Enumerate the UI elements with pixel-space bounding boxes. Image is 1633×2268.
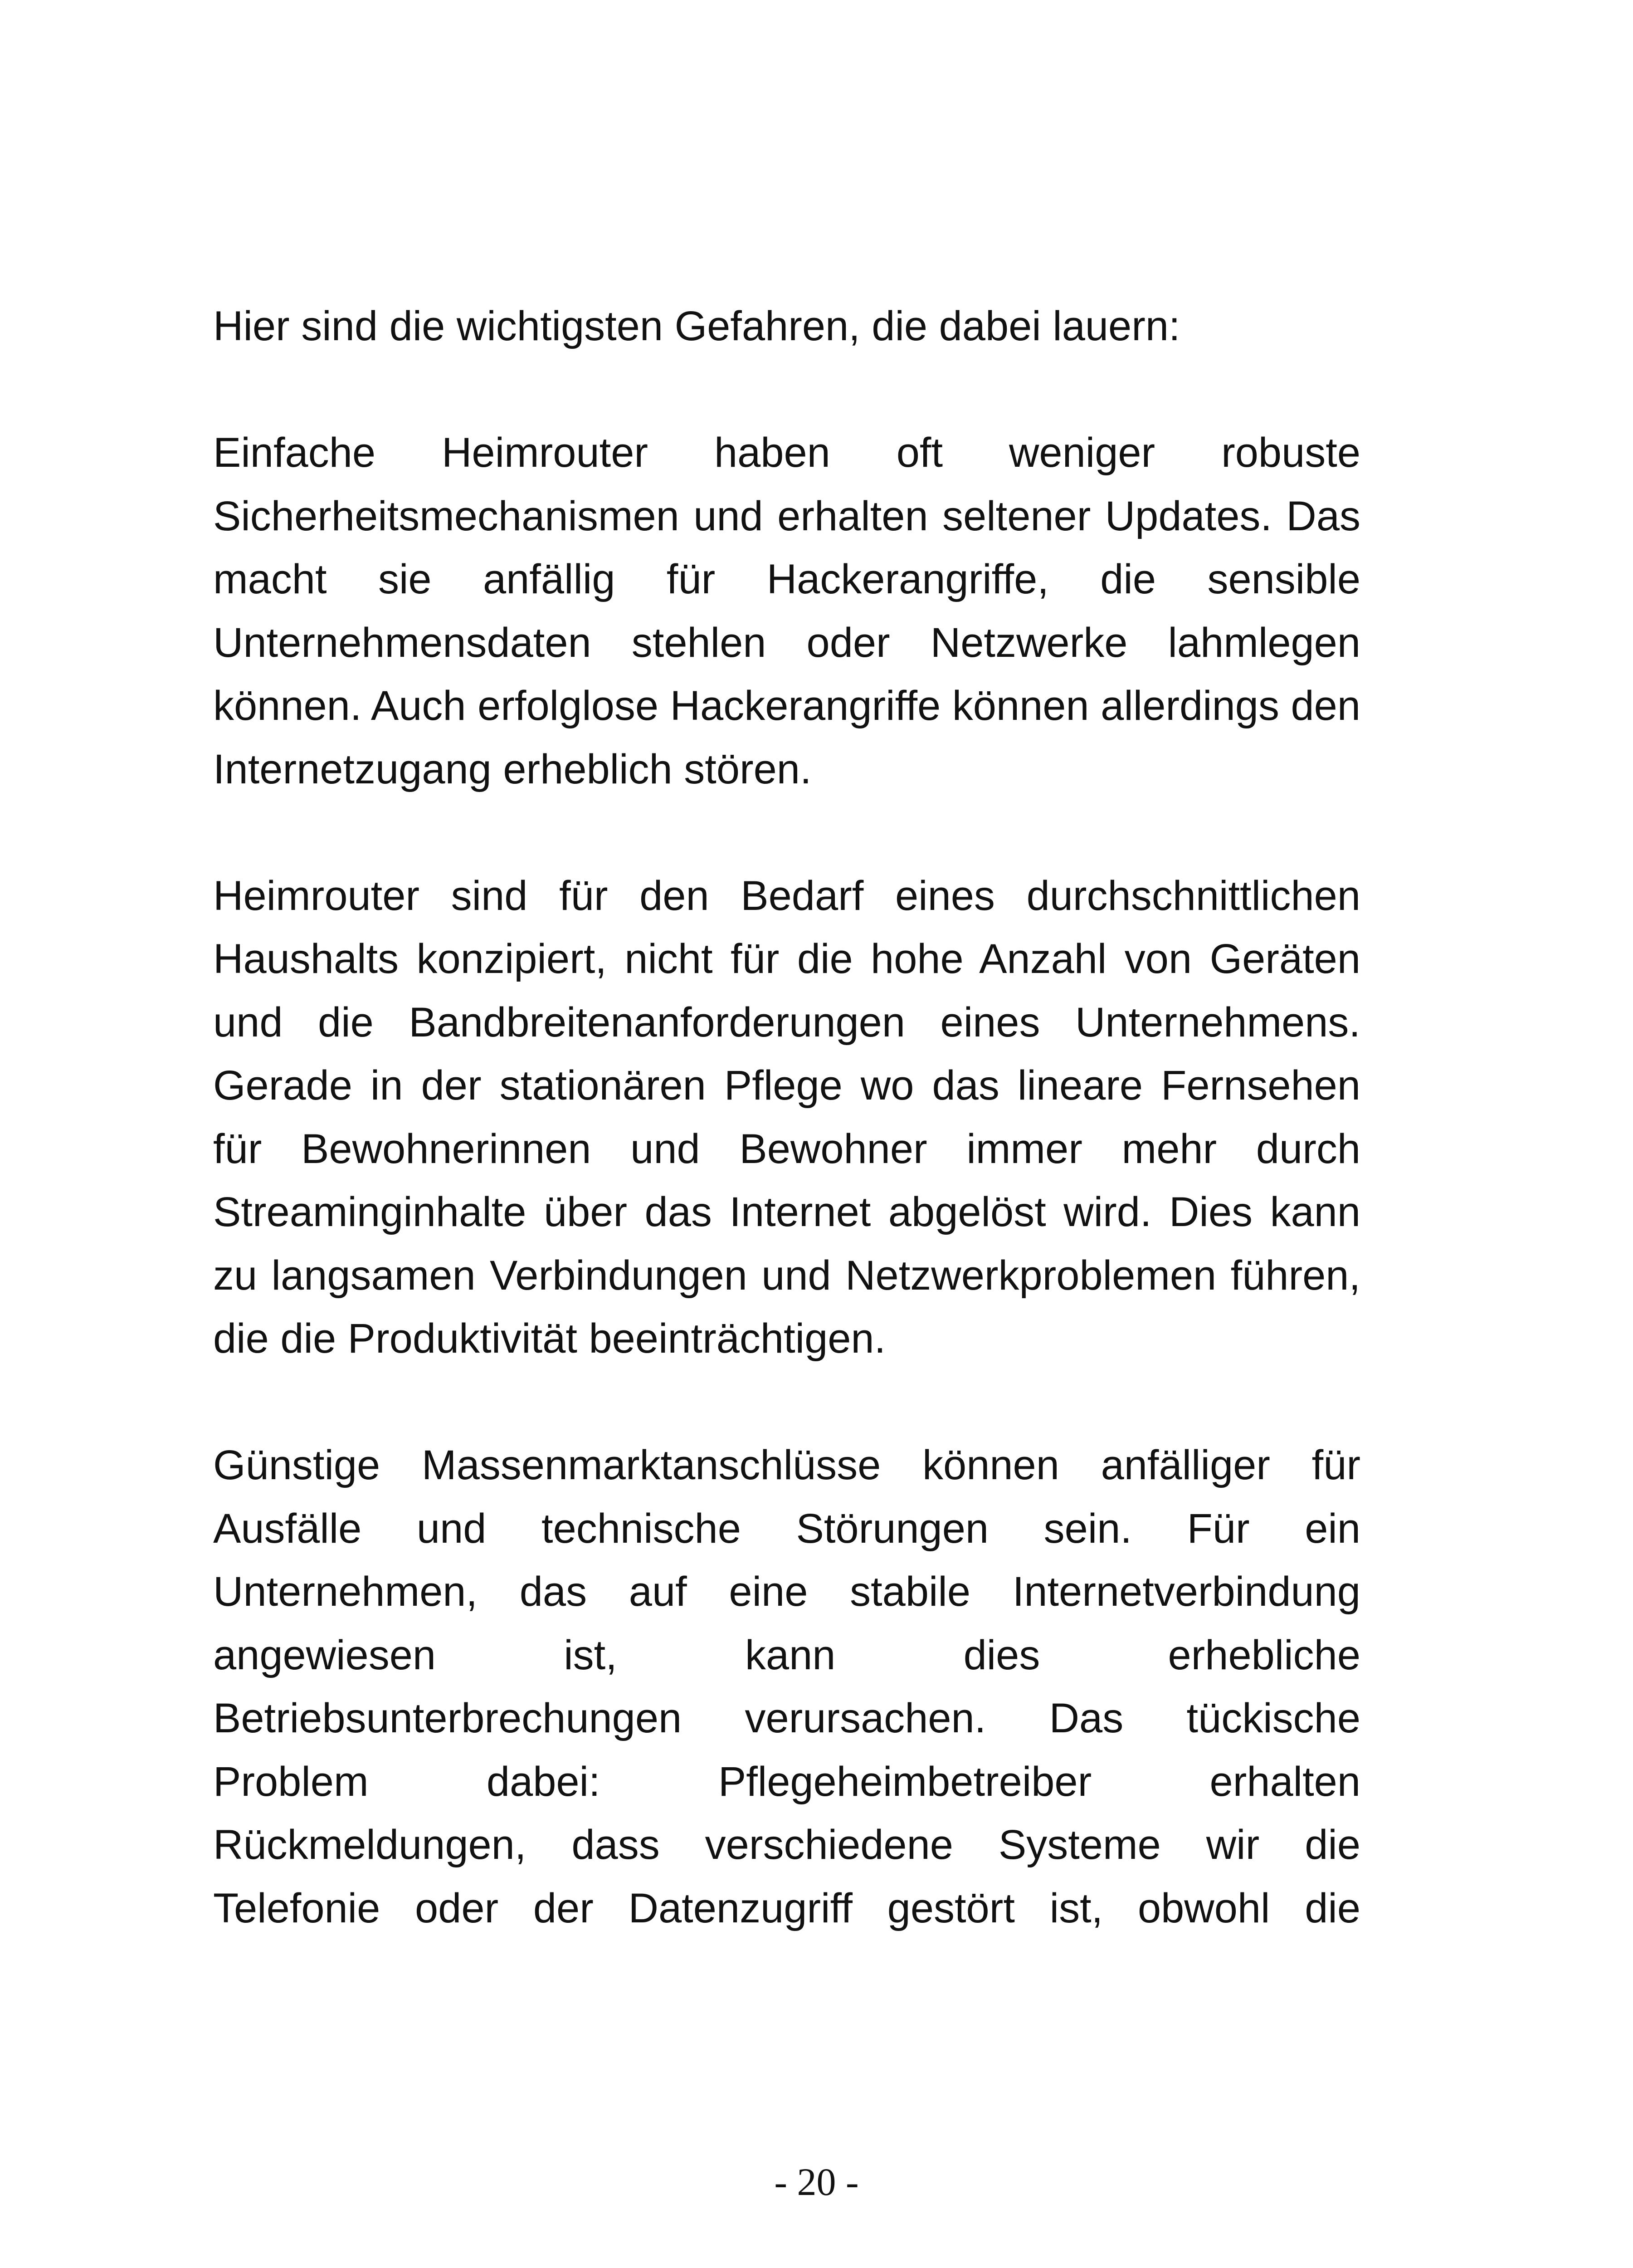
paragraph-home-router-security: Einfache Heimrouter haben oft weniger robuste Sicherheitsmechanismen und erhalten seltener Updates. Das macht sie anfällig für Hackerangriffe, die sensible Unternehmensdaten stehlen oder Netzwerke lahmlegen können. Auch erfolglose Hackerangriffe können allerdings den Internetzugang erheblich stören.: [213, 430, 1360, 792]
page-number: - 20 -: [774, 2160, 859, 2204]
paragraph-mass-market-connections: Günstige Massenmarktanschlüsse können anfälliger für Ausfälle und technische Störungen sein. Für ein Unternehmen, das auf eine stabile Internetverbindung angewiesen ist, kann dies erhebliche Betriebsunterbrechungen verursachen. Das tückische Problem dabei: Pflegeheimbetreiber erhalten Rückmeldungen, dass verschiedene Systeme wir die Telefonie oder der Datenzugriff gestört ist, obwohl die: [213, 1442, 1360, 1931]
body-text: [213, 295, 1360, 1940]
paragraph-home-router-capacity: Heimrouter sind für den Bedarf eines durchschnittlichen Haushalts konzipiert, nicht für die hohe Anzahl von Geräten und die Bandbreitenanforderungen eines Unternehmens. Gerade in der stationären Pflege wo das lineare Fernsehen für Bewohnerinnen und Bewohner immer mehr durch Streaminginhalte über das Internet abgelöst wird. Dies kann zu langsamen Verbindungen und Netzwerkproblemen führen, die die Produktivität beeinträchtigen.: [213, 872, 1360, 1362]
intro-paragraph: Hier sind die wichtigsten Gefahren, die dabei lauern:: [213, 303, 1180, 349]
